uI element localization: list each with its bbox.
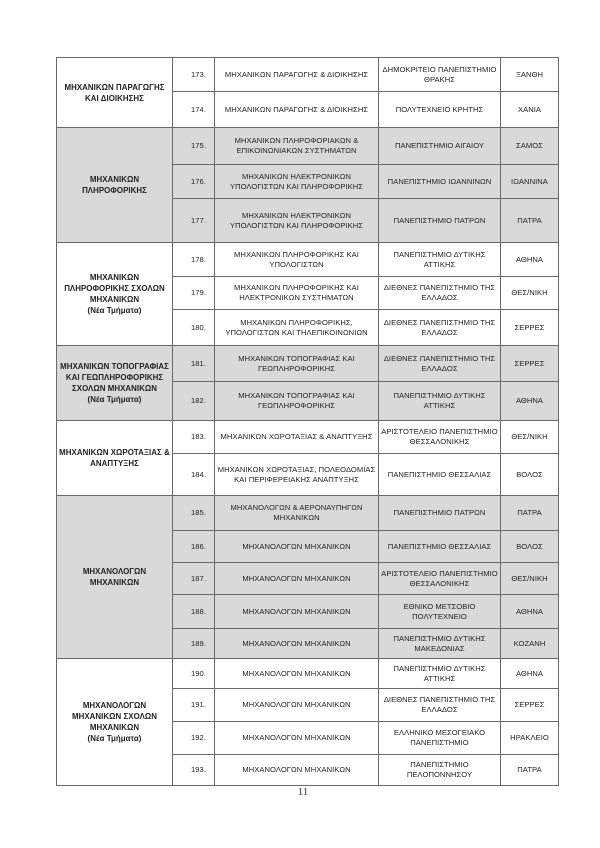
table-row [57,243,559,277]
institution-name: ΠΑΝΕΠΙΣΤΗΜΙΟ ΠΕΛΟΠΟΝΝΗΣΟΥ [379,755,501,786]
department-name: ΜΗΧΑΝΟΛΟΓΩΝ ΜΗΧΑΝΙΚΩΝ [215,563,379,595]
city-name: ΧΑΝΙΑ [501,92,559,128]
group-cell [57,128,173,243]
row-number: 181. [173,346,215,382]
row-number: 184. [173,454,215,496]
institution-name: ΑΡΙΣΤΟΤΕΛΕΙΟ ΠΑΝΕΠΙΣΤΗΜΙΟ ΘΕΣΣΑΛΟΝΙΚΗΣ [379,563,501,595]
page-number: 11 [297,786,309,798]
group-subtitle: (Νέα Τμήματα) [87,306,142,315]
row-number: 182. [173,382,215,421]
row-number: 179. [173,277,215,310]
group-cell [57,346,173,421]
group-title: ΜΗΧΑΝΙΚΩΝ ΧΩΡΟΤΑΞΙΑΣ & ΑΝΑΠΤΥΞΗΣ [59,448,170,468]
department-name: ΜΗΧΑΝΙΚΩΝ ΠΛΗΡΟΦΟΡΙΚΗΣ, ΥΠΟΛΟΓΙΣΤΩΝ ΚΑΙ ΤΗΛΕΠΙΚΟΙΝΩΝΙΩΝ [215,310,379,346]
city-name: ΣΑΜΟΣ [501,128,559,165]
department-name: ΜΗΧΑΝΟΛΟΓΩΝ ΜΗΧΑΝΙΚΩΝ [215,722,379,755]
row-number: 189. [173,629,215,659]
institution-name: ΕΘΝΙΚΟ ΜΕΤΣΟΒΙΟ ΠΟΛΥΤΕΧΝΕΙΟ [379,595,501,629]
department-name: ΜΗΧΑΝΟΛΟΓΩΝ ΜΗΧΑΝΙΚΩΝ [215,531,379,563]
institution-name: ΠΑΝΕΠΙΣΤΗΜΙΟ ΘΕΣΣΑΛΙΑΣ [379,531,501,563]
group-title: ΜΗΧΑΝΙΚΩΝ ΠΛΗΡΟΦΟΡΙΚΗΣ ΣΧΟΛΩΝ ΜΗΧΑΝΙΚΩΝ [64,273,165,304]
row-number: 176. [173,165,215,199]
row-number: 187. [173,563,215,595]
institution-name: ΠΑΝΕΠΙΣΤΗΜΙΟ ΠΑΤΡΩΝ [379,199,501,243]
department-name: ΜΗΧΑΝΙΚΩΝ ΗΛΕΚΤΡΟΝΙΚΩΝ ΥΠΟΛΟΓΙΣΤΩΝ ΚΑΙ ΠΛΗΡΟΦΟΡΙΚΗΣ [215,165,379,199]
city-name: ΠΑΤΡΑ [501,496,559,531]
department-name: ΜΗΧΑΝΟΛΟΓΩΝ ΜΗΧΑΝΙΚΩΝ [215,629,379,659]
group-title: ΜΗΧΑΝΟΛΟΓΩΝ ΜΗΧΑΝΙΚΩΝ [82,567,147,587]
department-name: ΜΗΧΑΝΙΚΩΝ ΠΑΡΑΓΩΓΗΣ & ΔΙΟΙΚΗΣΗΣ [215,58,379,92]
department-name: ΜΗΧΑΝΟΛΟΓΩΝ ΜΗΧΑΝΙΚΩΝ [215,659,379,689]
group-title: ΜΗΧΑΝΙΚΩΝ ΠΛΗΡΟΦΟΡΙΚΗΣ [82,175,147,195]
institution-name: ΠΑΝΕΠΙΣΤΗΜΙΟ ΘΕΣΣΑΛΙΑΣ [379,454,501,496]
table-row [57,128,559,165]
city-name: ΣΕΡΡΕΣ [501,346,559,382]
row-number: 190. [173,659,215,689]
table-body [57,58,559,786]
group-title: ΜΗΧΑΝΙΚΩΝ ΠΑΡΑΓΩΓΗΣ ΚΑΙ ΔΙΟΙΚΗΣΗΣ [64,82,165,103]
department-name: ΜΗΧΑΝΙΚΩΝ ΗΛΕΚΤΡΟΝΙΚΩΝ ΥΠΟΛΟΓΙΣΤΩΝ ΚΑΙ ΠΛΗΡΟΦΟΡΙΚΗΣ [215,199,379,243]
city-name: ΣΕΡΡΕΣ [501,310,559,346]
institution-name: ΕΛΛΗΝΙΚΟ ΜΕΣΟΓΕΙΑΚΟ ΠΑΝΕΠΙΣΤΗΜΙΟ [379,722,501,755]
departments-table [56,57,559,786]
city-name: ΙΩΑΝΝΙΝΑ [501,165,559,199]
city-name: ΘΕΣ/ΝΙΚΗ [501,277,559,310]
institution-name: ΠΑΝΕΠΙΣΤΗΜΙΟ ΔΥΤΙΚΗΣ ΜΑΚΕΔΟΝΙΑΣ [379,629,501,659]
group-subtitle: (Νέα Τμήματα) [87,734,142,743]
city-name: ΣΕΡΡΕΣ [501,689,559,722]
city-name: ΚΟΖΑΝΗ [501,629,559,659]
department-name: ΜΗΧΑΝΙΚΩΝ ΤΟΠΟΓΡΑΦΙΑΣ ΚΑΙ ΓΕΩΠΛΗΡΟΦΟΡΙΚΗΣ [215,382,379,421]
department-name: ΜΗΧΑΝΙΚΩΝ ΤΟΠΟΓΡΑΦΙΑΣ ΚΑΙ ΓΕΩΠΛΗΡΟΦΟΡΙΚΗΣ [215,346,379,382]
group-subtitle: (Νέα Τμήματα) [87,395,142,404]
row-number: 175. [173,128,215,165]
department-name: ΜΗΧΑΝΟΛΟΓΩΝ ΜΗΧΑΝΙΚΩΝ [215,689,379,722]
city-name: ΑΘΗΝΑ [501,595,559,629]
row-number: 174. [173,92,215,128]
department-name: ΜΗΧΑΝΙΚΩΝ ΧΩΡΟΤΑΞΙΑΣ & ΑΝΑΠΤΥΞΗΣ [215,421,379,454]
department-name: ΜΗΧΑΝΙΚΩΝ ΠΛΗΡΟΦΟΡΙΚΗΣ ΚΑΙ ΥΠΟΛΟΓΙΣΤΩΝ [215,243,379,277]
institution-name: ΠΑΝΕΠΙΣΤΗΜΙΟ ΔΥΤΙΚΗΣ ΑΤΤΙΚΗΣ [379,659,501,689]
city-name: ΠΑΤΡΑ [501,199,559,243]
institution-name: ΠΑΝΕΠΙΣΤΗΜΙΟ ΙΩΑΝΝΙΝΩΝ [379,165,501,199]
row-number: 193. [173,755,215,786]
table-row [57,58,559,92]
group-cell [57,243,173,346]
row-number: 180. [173,310,215,346]
department-name: ΜΗΧΑΝΙΚΩΝ ΠΛΗΡΟΦΟΡΙΚΗΣ ΚΑΙ ΗΛΕΚΤΡΟΝΙΚΩΝ ΣΥΣΤΗΜΑΤΩΝ [215,277,379,310]
row-number: 177. [173,199,215,243]
institution-name: ΔΙΕΘΝΕΣ ΠΑΝΕΠΙΣΤΗΜΙΟ ΤΗΣ ΕΛΛΑΔΟΣ [379,346,501,382]
department-name: ΜΗΧΑΝΟΛΟΓΩΝ ΜΗΧΑΝΙΚΩΝ [215,755,379,786]
city-name: ΘΕΣ/ΝΙΚΗ [501,563,559,595]
group-title: ΜΗΧΑΝΟΛΟΓΩΝ ΜΗΧΑΝΙΚΩΝ ΣΧΟΛΩΝ ΜΗΧΑΝΙΚΩΝ [71,701,158,732]
table-row [57,496,559,531]
city-name: ΑΘΗΝΑ [501,382,559,421]
row-number: 192. [173,722,215,755]
row-number: 185. [173,496,215,531]
city-name: ΘΕΣ/ΝΙΚΗ [501,421,559,454]
department-name: ΜΗΧΑΝΙΚΩΝ ΧΩΡΟΤΑΞΙΑΣ, ΠΟΛΕΟΔΟΜΙΑΣ ΚΑΙ ΠΕΡΙΦΕΡΕΙΑΚΗΣ ΑΝΑΠΤΥΞΗΣ [215,454,379,496]
table-row [57,421,559,454]
city-name: ΑΘΗΝΑ [501,659,559,689]
table-row [57,346,559,382]
institution-name: ΠΑΝΕΠΙΣΤΗΜΙΟ ΑΙΓΑΙΟΥ [379,128,501,165]
group-cell [57,421,173,496]
city-name: ΞΑΝΘΗ [501,58,559,92]
row-number: 188. [173,595,215,629]
institution-name: ΠΑΝΕΠΙΣΤΗΜΙΟ ΔΥΤΙΚΗΣ ΑΤΤΙΚΗΣ [379,382,501,421]
group-cell [57,58,173,128]
institution-name: ΠΑΝΕΠΙΣΤΗΜΙΟ ΠΑΤΡΩΝ [379,496,501,531]
group-cell [57,496,173,659]
row-number: 191. [173,689,215,722]
institution-name: ΠΟΛΥΤΕΧΝΕΙΟ ΚΡΗΤΗΣ [379,92,501,128]
row-number: 173. [173,58,215,92]
department-name: ΜΗΧΑΝΟΛΟΓΩΝ & ΑΕΡΟΝΑΥΠΗΓΩΝ ΜΗΧΑΝΙΚΩΝ [215,496,379,531]
institution-name: ΑΡΙΣΤΟΤΕΛΕΙΟ ΠΑΝΕΠΙΣΤΗΜΙΟ ΘΕΣΣΑΛΟΝΙΚΗΣ [379,421,501,454]
department-name: ΜΗΧΑΝΙΚΩΝ ΠΑΡΑΓΩΓΗΣ & ΔΙΟΙΚΗΣΗΣ [215,92,379,128]
city-name: ΒΟΛΟΣ [501,454,559,496]
group-title: ΜΗΧΑΝΙΚΩΝ ΤΟΠΟΓΡΑΦΙΑΣ ΚΑΙ ΓΕΩΠΛΗΡΟΦΟΡΙΚΗΣ ΣΧΟΛΩΝ ΜΗΧΑΝΙΚΩΝ [60,362,169,393]
institution-name: ΠΑΝΕΠΙΣΤΗΜΙΟ ΔΥΤΙΚΗΣ ΑΤΤΙΚΗΣ [379,243,501,277]
department-name: ΜΗΧΑΝΙΚΩΝ ΠΛΗΡΟΦΟΡΙΑΚΩΝ & ΕΠΙΚΟΙΝΩΝΙΑΚΩΝ ΣΥΣΤΗΜΑΤΩΝ [215,128,379,165]
group-cell [57,659,173,786]
city-name: ΑΘΗΝΑ [501,243,559,277]
city-name: ΠΑΤΡΑ [501,755,559,786]
row-number: 178. [173,243,215,277]
institution-name: ΔΙΕΘΝΕΣ ΠΑΝΕΠΙΣΤΗΜΙΟ ΤΗΣ ΕΛΛΑΔΟΣ [379,277,501,310]
table-row [57,659,559,689]
department-name: ΜΗΧΑΝΟΛΟΓΩΝ ΜΗΧΑΝΙΚΩΝ [215,595,379,629]
city-name: ΗΡΑΚΛΕΙΟ [501,722,559,755]
institution-name: ΔΙΕΘΝΕΣ ΠΑΝΕΠΙΣΤΗΜΙΟ ΤΗΣ ΕΛΛΑΔΟΣ [379,310,501,346]
row-number: 183. [173,421,215,454]
city-name: ΒΟΛΟΣ [501,531,559,563]
row-number: 186. [173,531,215,563]
institution-name: ΔΙΕΘΝΕΣ ΠΑΝΕΠΙΣΤΗΜΙΟ ΤΗΣ ΕΛΛΑΔΟΣ [379,689,501,722]
institution-name: ΔΗΜΟΚΡΙΤΕΙΟ ΠΑΝΕΠΙΣΤΗΜΙΟ ΘΡΑΚΗΣ [379,58,501,92]
